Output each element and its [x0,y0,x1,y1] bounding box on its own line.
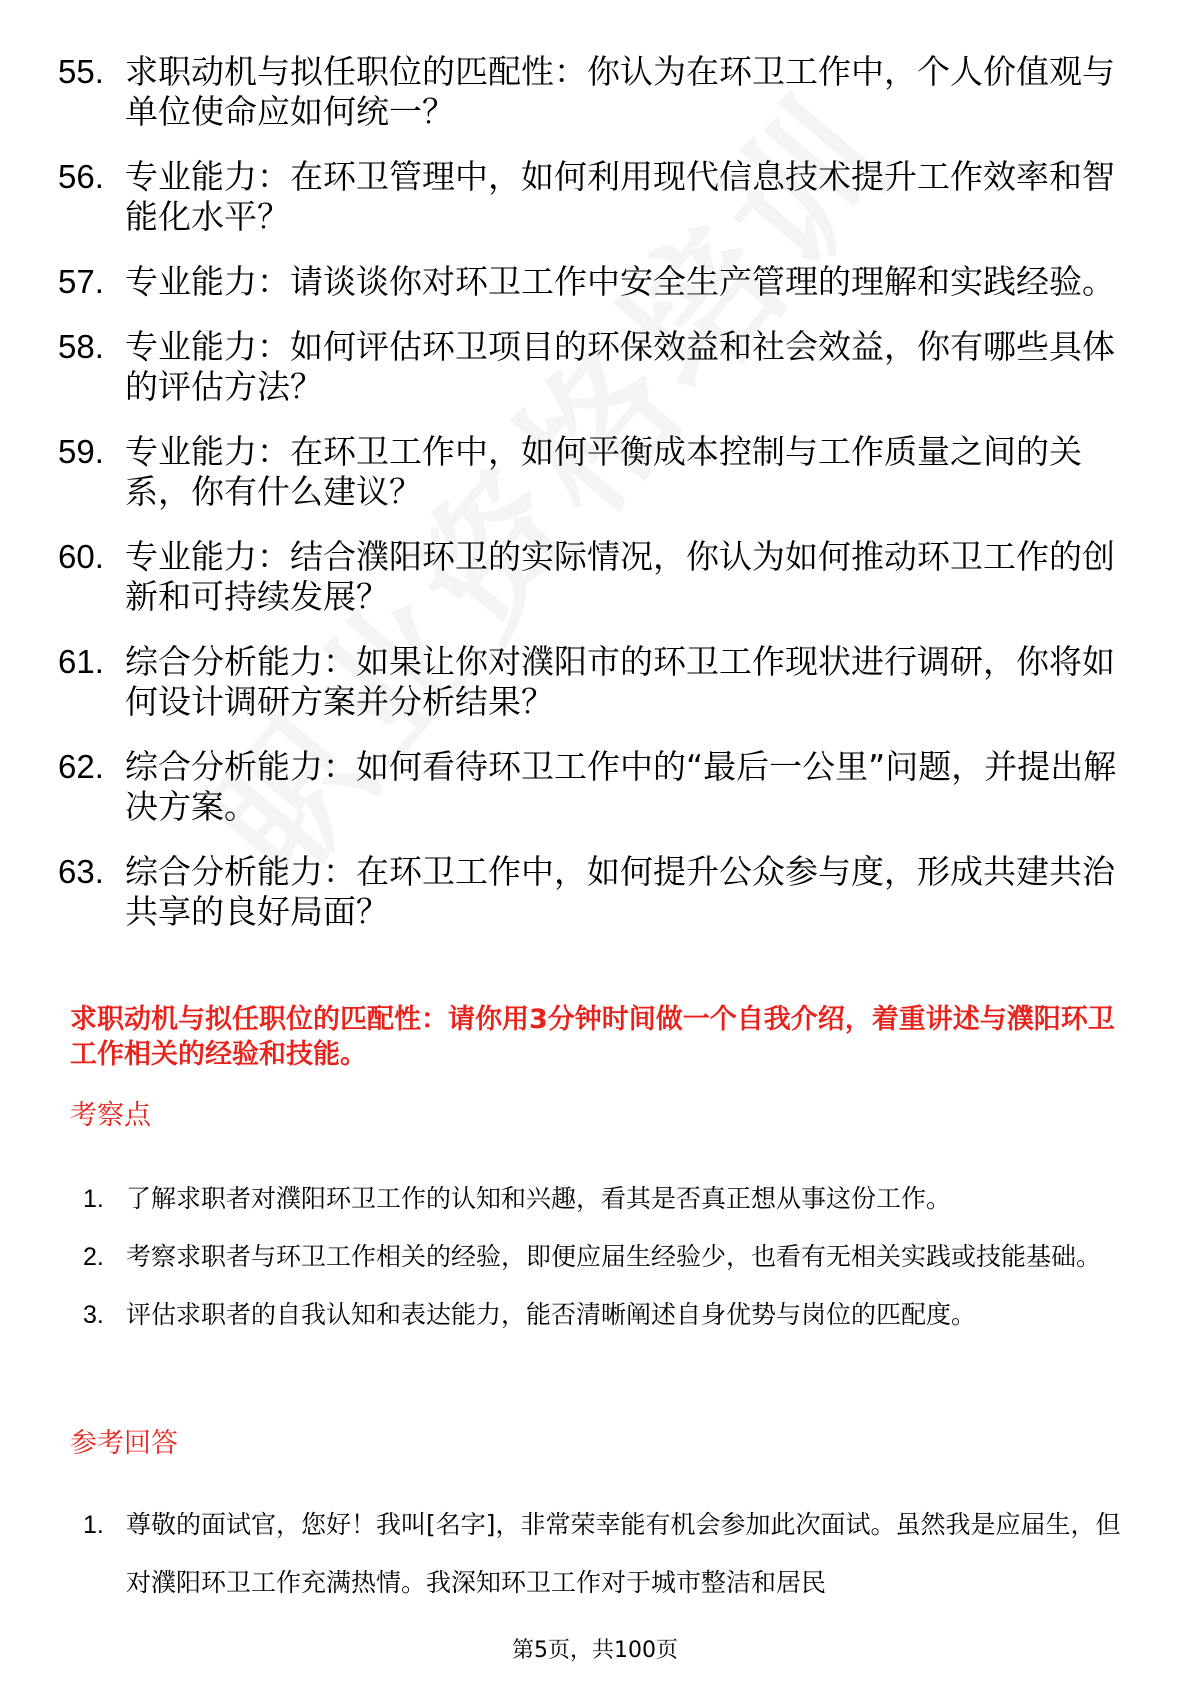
question-number: 58. [58,328,104,365]
section-label-answer: 参考回答 [70,1428,178,1459]
question-number: 60. [58,538,104,575]
question-list [58,52,1138,957]
question-number: 55. [58,53,104,90]
list-item [58,642,1138,722]
answer-text: 尊敬的面试官，您好！我叫[名字]，非常荣幸能有机会参加此次面试。虽然我是应届生，但对濮阳环卫工作充满热情。我深知环卫工作对于城市整洁和居民 [126,1510,1121,1597]
page-footer: 第5页，共100页 [512,1638,678,1663]
question-text: 专业能力：请谈谈你对环卫工作中安全生产管理的理解和实践经验。 [125,262,1115,301]
question-text: 求职动机与拟任职位的匹配性：你认为在环卫工作中，个人价值观与单位使命应如何统一？ [125,52,1115,131]
list-item [58,852,1138,932]
section-label-points: 考察点 [70,1100,151,1131]
list-item [58,432,1138,512]
list-item [83,1170,1133,1228]
question-text: 专业能力：在环卫工作中，如何平衡成本控制与工作质量之间的关系，你有什么建议？ [125,432,1082,511]
point-number: 3. [83,1301,104,1329]
question-number: 61. [58,643,104,680]
point-text: 评估求职者的自我认知和表达能力，能否清晰阐述自身优势与岗位的匹配度。 [126,1300,977,1329]
answer-number: 1. [83,1511,104,1539]
points-list [83,1170,1133,1344]
question-number: 59. [58,433,104,470]
point-number: 2. [83,1243,104,1271]
list-item [83,1228,1133,1286]
point-text: 了解求职者对濮阳环卫工作的认知和兴趣，看其是否真正想从事这份工作。 [126,1184,952,1213]
question-text: 专业能力：如何评估环卫项目的环保效益和社会效益，你有哪些具体的评估方法？ [125,327,1115,406]
list-item [83,1286,1133,1344]
question-number: 56. [58,158,104,195]
question-text: 综合分析能力：如果让你对濮阳市的环卫工作现状进行调研，你将如何设计调研方案并分析结果？ [125,642,1115,721]
featured-question-heading: 求职动机与拟任职位的匹配性：请你用3分钟时间做一个自我介绍，着重讲述与濮阳环卫工作相关的经验和技能。 [70,1004,1115,1070]
question-text: 专业能力：在环卫管理中，如何利用现代信息技术提升工作效率和智能化水平？ [125,157,1115,236]
answers-list [83,1496,1133,1612]
point-text: 考察求职者与环卫工作相关的经验，即便应届生经验少，也看有无相关实践或技能基础。 [126,1242,1102,1271]
question-number: 63. [58,853,104,890]
point-number: 1. [83,1185,104,1213]
question-number: 57. [58,263,104,300]
question-text: 综合分析能力：在环卫工作中，如何提升公众参与度，形成共建共治共享的良好局面？ [125,852,1115,931]
list-item [58,262,1138,302]
list-item [83,1496,1133,1612]
question-number: 62. [58,748,104,785]
question-text: 专业能力：结合濮阳环卫的实际情况，你认为如何推动环卫工作的创新和可持续发展？ [125,537,1115,616]
list-item [58,327,1138,407]
list-item [58,52,1138,132]
list-item [58,537,1138,617]
list-item [58,747,1138,827]
question-text: 综合分析能力：如何看待环卫工作中的“最后一公里”问题，并提出解决方案。 [125,747,1117,826]
list-item [58,157,1138,237]
